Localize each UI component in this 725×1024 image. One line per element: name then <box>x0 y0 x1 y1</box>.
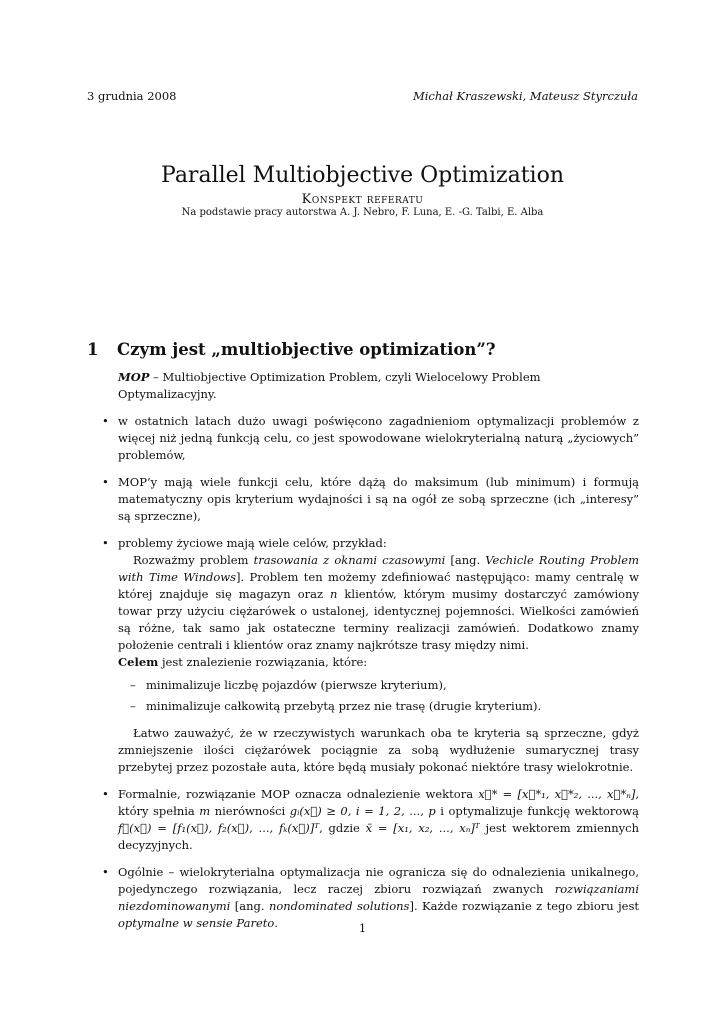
text-run: i optymalizuje funkcję wektorową <box>435 804 639 818</box>
text-emphasis: Vechicle Routing Problem with Time Windows <box>118 553 640 584</box>
list-item <box>118 698 639 715</box>
section-content <box>87 369 639 942</box>
text-run: . <box>274 916 278 930</box>
mop-term: MOP <box>118 370 150 384</box>
text-run: Ogólnie – wielokryterialna optymalizacja nie ogranicza się do odnalezienia unikalnego, pojedynczego rozwiązania, lecz raczej zbioru rozwiązań zwanych <box>118 865 639 896</box>
text-run: jest znalezienie rozwiązania, które: <box>158 655 368 669</box>
text-run: Rozważmy problem <box>133 553 254 567</box>
criterion-1: minimalizuje liczbę pojazdów (pierwsze kryterium), <box>146 678 447 692</box>
math-formula: gᵢ(x⃗) ≥ 0, i = 1, 2, ..., p <box>289 804 436 818</box>
example-paragraph <box>118 552 639 654</box>
document-subtitle: Konspekt referatu <box>301 192 424 207</box>
mop-definition-text: – Multiobjective Optimization Problem, czyli Wielocelowy Problem Optymalizacyjny. <box>118 370 541 401</box>
page-number: 1 <box>358 921 367 935</box>
criterion-2: minimalizuje całkowitą przebytą przez nie trasę (drugie kryterium). <box>146 699 542 713</box>
bullet-marker: • <box>102 865 109 879</box>
text-run: nierówności <box>210 804 290 818</box>
list-item <box>118 677 639 694</box>
goal-line <box>118 654 639 671</box>
math-formula: f⃗(x⃗) = [f₁(x⃗), f₂(x⃗), ..., fₖ(x⃗)]ᵀ <box>118 821 320 835</box>
text-run: ]. Problem ten możemy zdefiniować następująco: mamy centralę w której znajduje się magazyn oraz <box>118 570 640 601</box>
text-emphasis: trasowania z oknami czasowymi <box>253 553 446 567</box>
dash-marker: – <box>130 678 136 692</box>
math-formula: x⃗* = [x⃗*₁, x⃗*₂, ..., x⃗*ₙ] <box>478 787 636 801</box>
text-run: , który spełnia <box>118 787 639 818</box>
bullet-marker: • <box>102 475 109 489</box>
document-title: Parallel Multiobjective Optimization <box>161 163 564 188</box>
text-run: ]. Każde rozwiązanie z tego zbioru jest <box>409 899 639 913</box>
list-item <box>87 474 639 525</box>
text-run: [ang. <box>230 899 269 913</box>
list-item <box>87 786 639 854</box>
text-emphasis: optymalne w sensie Pareto <box>118 916 275 930</box>
text-run: [ang. <box>445 553 486 567</box>
bullet-marker: • <box>102 536 109 550</box>
dash-marker: – <box>130 699 136 713</box>
math-variable: n <box>330 587 338 601</box>
list-item <box>87 413 639 464</box>
bullet-2-text: MOP’y mają wiele funkcji celu, które dążą do maksimum (lub minimum) i formują matematyczny opis kryterium wydajności i są na ogół ze sobą sprzeczne (ich „interesy” są sprzeczne), <box>118 475 639 523</box>
mop-definition <box>118 369 639 403</box>
goal-term: Celem <box>118 655 159 669</box>
text-run: klientów, którym musimy dostarczyć zamówiony towar przy użyciu ciężarówek o ustalonej, identycznej pojemności. Wielkości zamówień są różne, tak samo jak ostateczne terminy realizacji zamówień. Dodatkowo znamy położenie centrali i klientów oraz znamy najkrótsze trasy między nimi. <box>118 587 639 652</box>
bullet-3-intro: problemy życiowe mają wiele celów, przykład: <box>118 536 387 550</box>
text-run: , gdzie <box>319 821 366 835</box>
section-heading <box>87 340 496 359</box>
math-variable: m <box>199 804 211 818</box>
header-authors: Michał Kraszewski, Mateusz Styrczuła <box>412 89 638 103</box>
bullet-marker: • <box>102 787 109 801</box>
text-run: Formalnie, rozwiązanie MOP oznacza odnalezienie wektora <box>118 787 479 801</box>
text-emphasis: rozwiązaniami niezdominowanymi <box>118 882 639 913</box>
bullet-1-text: w ostatnich latach dużo uwagi poświęcono zagadnieniom optymalizacji problemów z więcej niż jedną funkcją celu, co jest spowodowane wielokryterialną naturą „życiowych” problemów, <box>118 414 639 462</box>
section-title-text: Czym jest „multiobjective optimization”? <box>117 340 496 359</box>
text-emphasis: nondominated solutions <box>268 899 410 913</box>
criteria-list <box>118 677 639 715</box>
header-date: 3 grudnia 2008 <box>87 89 177 103</box>
list-item <box>87 535 639 776</box>
math-formula: x̄ = [x₁, x₂, ..., xₙ]ᵀ <box>365 821 480 835</box>
bullet-marker: • <box>102 414 109 428</box>
based-on-line: Na podstawie pracy autorstwa A. J. Nebro, F. Luna, E. -G. Talbi, E. Alba <box>181 207 544 218</box>
observation-paragraph: Łatwo zauważyć, że w rzeczywistych warunkach oba te kryteria są sprzeczne, gdyż zmniejszenie ilości ciężarówek pociągnie za sobą wydłużenie sumarycznej trasy przebytej przez pozostałe auta, które będą musiały pokonać niektóre trasy wielokrotnie. <box>118 726 639 774</box>
text-run: jest wektorem zmiennych decyzyjnych. <box>118 821 639 852</box>
section-number: 1 <box>87 340 99 359</box>
